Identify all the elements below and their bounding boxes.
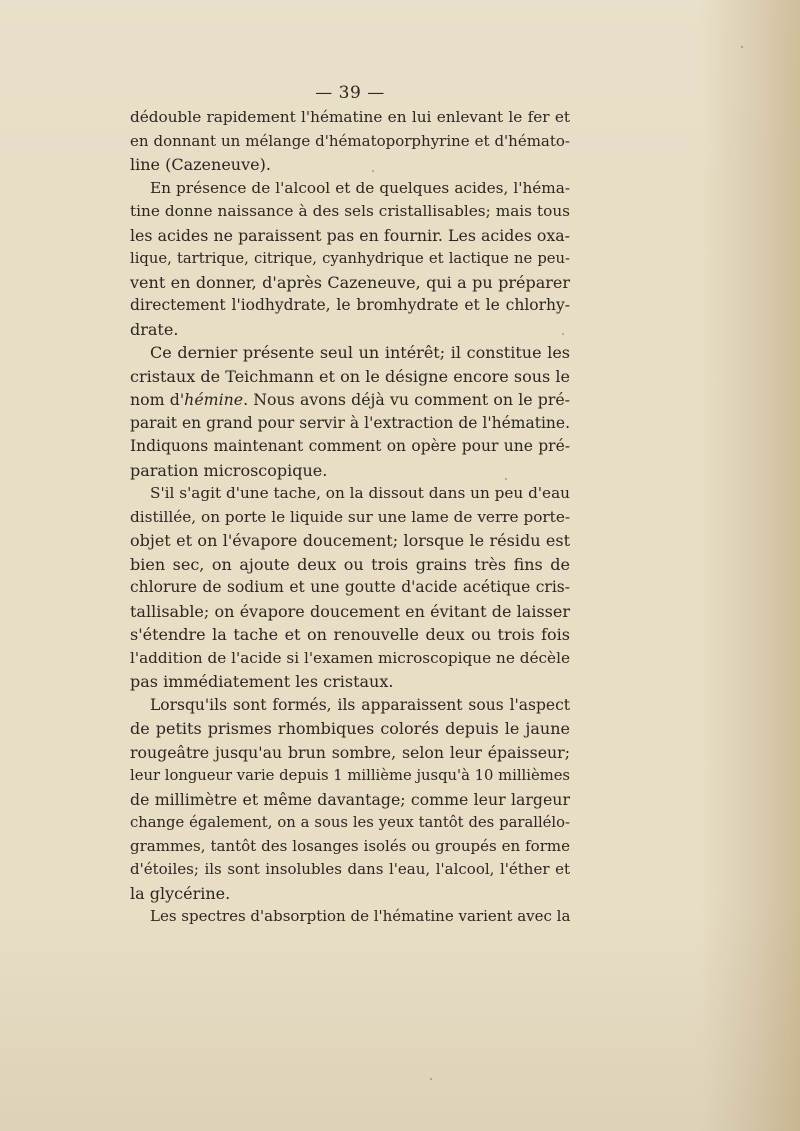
text-line (130, 811, 570, 835)
text-segment: pas immédiatement les cristaux. (130, 672, 394, 691)
text-segment: grammes, tantôt des losanges isolés ou groupés en forme (130, 836, 570, 855)
text-line (130, 553, 570, 577)
text-line (130, 600, 570, 624)
text-segment: directement l'iodhydrate, le bromhydrate et le chlorhy- (130, 296, 570, 314)
text-line (130, 106, 570, 130)
text-line (130, 858, 570, 882)
text-line (130, 905, 570, 929)
text-line (130, 271, 570, 295)
text-segment: dédouble rapidement l'hématine en lui enlevant le fer et (130, 108, 570, 126)
text-segment: la glycérine. (130, 883, 231, 903)
paper-speck (430, 1078, 432, 1080)
text-segment: rougeâtre jusqu'au brun sombre, selon leur épaisseur; (130, 742, 570, 762)
text-segment: line (Cazeneuve). (130, 155, 271, 174)
text-line (130, 882, 570, 906)
paper-speck (741, 46, 743, 48)
text-segment: En présence de l'alcool et de quelques acides, l'héma- (150, 178, 570, 197)
text-segment: bien sec, on ajoute deux ou trois grains très fins de (130, 554, 570, 574)
text-line (130, 341, 570, 365)
text-segment: paration microscopique. (130, 460, 328, 480)
text-line (130, 741, 570, 765)
text-segment: objet et on l'évapore doucement; lorsque le résidu est (130, 531, 570, 550)
text-segment: . Nous avons déjà vu comment on le pré- (243, 390, 571, 409)
text-segment: Indiquons maintenant comment on opère pour une pré- (130, 437, 570, 455)
text-segment: drate. (130, 319, 179, 339)
text-segment: cristaux de Teichmann et on le désigne encore sous le (130, 366, 570, 386)
text-line (130, 529, 570, 553)
text-line (130, 412, 570, 436)
text-block (130, 80, 570, 929)
text-line (130, 506, 570, 530)
text-line (130, 247, 570, 271)
text-segment: tine donne naissance à des sels cristallisables; mais tous (130, 202, 570, 220)
text-segment: de petits prismes rhombiques colorés depuis le jaune (130, 719, 570, 738)
text-segment: les acides ne paraissent pas en fournir. Les acides oxa- (130, 225, 570, 245)
text-segment: lique, tartrique, citrique, cyanhydrique et lactique ne peu- (130, 250, 570, 267)
text-segment: Lorsqu'ils sont formés, ils apparaissent sous l'aspect (150, 695, 570, 714)
text-segment: tallisable; on évapore doucement en évitant de laisser (130, 601, 570, 621)
text-segment: nom d' (130, 390, 185, 409)
text-line (130, 717, 570, 741)
text-segment: s'étendre la tache et on renouvelle deux ou trois fois (130, 625, 570, 644)
text-line (130, 435, 570, 459)
text-line (130, 788, 570, 812)
text-line (130, 365, 570, 389)
text-line (130, 647, 570, 671)
text-segment: Ce dernier présente seul un intérêt; il constitue les (150, 343, 570, 362)
text-line (130, 670, 570, 694)
text-segment: vent en donner, d'après Cazeneuve, qui a pu préparer (130, 272, 570, 292)
text-segment: leur longueur varie depuis 1 millième jusqu'à 10 millièmes (130, 767, 570, 784)
text-line (130, 294, 570, 318)
text-line (130, 482, 570, 506)
page-number: — 39 — (315, 83, 385, 103)
text-segment: parait en grand pour servir à l'extraction de l'hématine. (130, 413, 570, 432)
text-line (130, 576, 570, 600)
text-line (130, 835, 570, 859)
text-segment: Les spectres d'absorption de l'hématine varient avec la (150, 907, 571, 925)
text-line (130, 177, 570, 201)
body-text (130, 106, 570, 929)
paper-speck (372, 170, 374, 172)
paper-speck (505, 478, 507, 480)
text-line (130, 459, 570, 483)
text-line (130, 694, 570, 718)
text-segment: d'étoiles; ils sont insolubles dans l'eau, l'alcool, l'éther et (130, 860, 570, 878)
paper-speck (562, 333, 564, 335)
text-segment: en donnant un mélange d'hématoporphyrine et d'hémato- (130, 131, 570, 150)
text-line (130, 318, 570, 342)
text-line (130, 388, 570, 412)
text-segment: chlorure de sodium et une goutte d'acide acétique cris- (130, 578, 570, 596)
text-segment: S'il s'agit d'une tache, on la dissout dans un peu d'eau (150, 484, 570, 502)
text-line (130, 153, 570, 177)
text-line (130, 623, 570, 647)
text-segment: l'addition de l'acide si l'examen microscopique ne décèle (130, 648, 570, 667)
text-line (130, 224, 570, 248)
text-line (130, 130, 570, 154)
text-segment: de millimètre et même davantage; comme leur largeur (130, 789, 570, 809)
italic-term: hémine (184, 390, 244, 409)
text-segment: distillée, on porte le liquide sur une lame de verre porte- (130, 507, 570, 526)
text-line (130, 764, 570, 788)
text-segment: change également, on a sous les yeux tantôt des parallélo- (130, 814, 570, 831)
text-line (130, 200, 570, 224)
